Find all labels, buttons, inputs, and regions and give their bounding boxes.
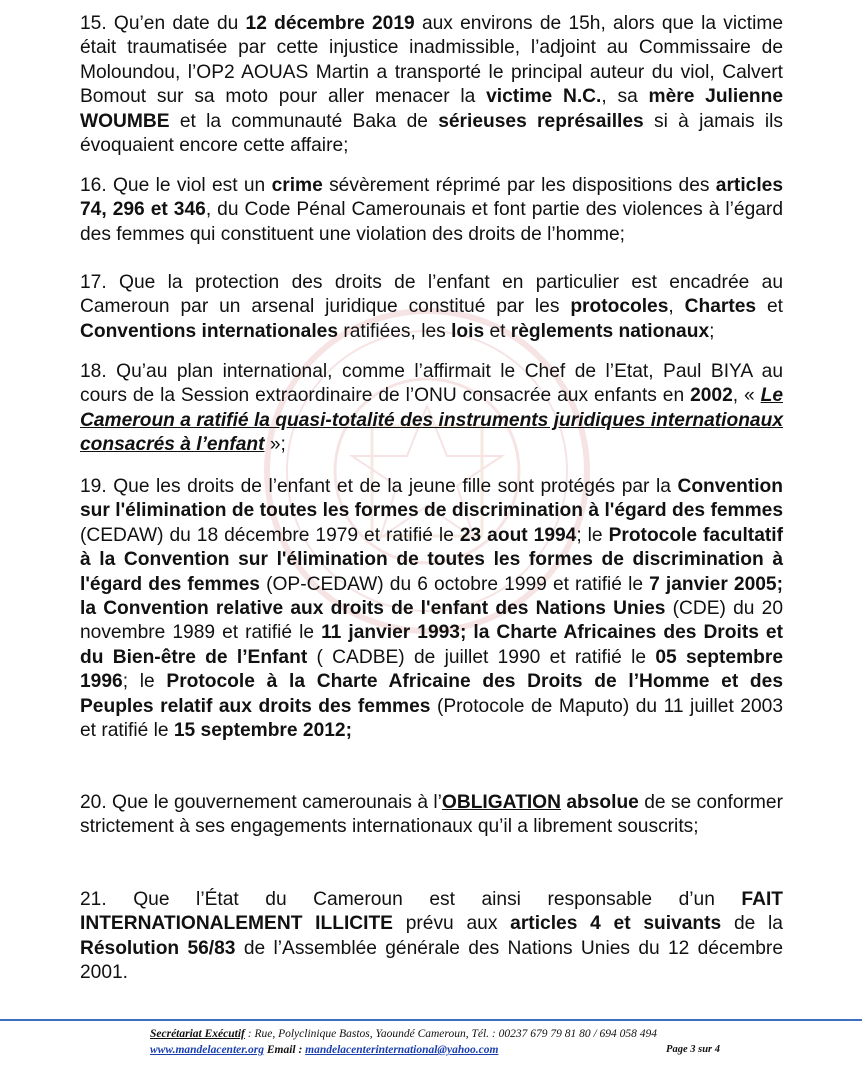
paragraph-16: 16. Que le viol est un crime sévèrement réprimé par les dispositions des articles 74, 296 et 346, du Code Pénal Camerounais et font partie des violences à l’égard des femmes qui constituent une violation des droits de l’homme; — [80, 175, 783, 245]
footer-address: Secrétariat Exécutif : Rue, Polyclinique Bastos, Yaoundé Cameroun, Tél. : 00237 679 79 81 80 / 694 058 494 — [150, 1028, 658, 1040]
page-number: Page 3 sur 4 — [666, 1044, 720, 1055]
paragraph-18: 18. Qu’au plan international, comme l’affirmait le Chef de l’Etat, Paul BIYA au cours de la Session extraordinaire de l’ONU consacrée aux enfants en 2002, « Le Cameroun a ratifié la quasi-totalité des instruments juridiques internationaux consacrés à l’enfant »; — [80, 361, 783, 456]
website-link[interactable]: www.mandelacenter.org — [150, 1044, 264, 1056]
footer-rule — [0, 1019, 862, 1021]
paragraph-19: 19. Que les droits de l’enfant et de la jeune fille sont protégés par la Convention sur l'élimination de toutes les formes de discrimination à l'égard des femmes (CEDAW) du 18 décembre 1979 et ratifié le 23 aout 1994; le Protocole facultatif à la Convention sur l'élimination de toutes les formes de discrimination à l'égard des femmes (OP-CEDAW) du 6 octobre 1999 et ratifié le 7 janvier 2005; la Convention relative aux droits de l'enfant des Nations Unies (CDE) du 20 novembre 1989 et ratifié le 11 janvier 1993; la Charte Africaines des Droits et du Bien-être de l’Enfant ( CADBE) de juillet 1990 et ratifié le 05 septembre 1996; le Protocole à la Charte Africaine des Droits de l’Homme et des Peuples relatif aux droits des femmes (Protocole de Maputo) du 11 juillet 2003 et ratifié le 15 septembre 2012; — [80, 476, 783, 742]
footer-contact: www.mandelacenter.org Email : mandelacenterinternational@yahoo.com — [150, 1044, 499, 1056]
paragraph-17: 17. Que la protection des droits de l’enfant en particulier est encadrée au Cameroun par un arsenal juridique constitué par les protocoles, Chartes et Conventions internationales ratifiées, les lois et règlements nationaux; — [80, 272, 783, 342]
footer — [150, 1026, 720, 1058]
email-link[interactable]: mandelacenterinternational@yahoo.com — [305, 1044, 499, 1056]
paragraph-21: 21. Que l’État du Cameroun est ainsi responsable d’un FAIT INTERNATIONALEMENT ILLICITE prévu aux articles 4 et suivants de la Résolution 56/83 de l’Assemblée générale des Nations Unies du 12 décembre 2001. — [80, 889, 783, 984]
paragraph-20: 20. Que le gouvernement camerounais à l’OBLIGATION absolue de se conformer strictement à ses engagements internationaux qu’il a librement souscrits; — [80, 792, 783, 838]
quotation: Le Cameroun a ratifié la quasi-totalité des instruments juridiques internationaux consacrés à l’enfant — [80, 385, 783, 456]
paragraph-15: 15. Qu’en date du 12 décembre 2019 aux environs de 15h, alors que la victime était traumatisée par cette injustice inadmissible, l’adjoint au Commissaire de Moloundou, l’OP2 AOUAS Martin a transporté le principal auteur du viol, Calvert Bomout sur sa moto pour aller menacer la victime N.C., sa mère Julienne WOUMBE et la communauté Baka de sérieuses représailles si à jamais ils évoquaient encore cette affaire; — [80, 13, 784, 157]
